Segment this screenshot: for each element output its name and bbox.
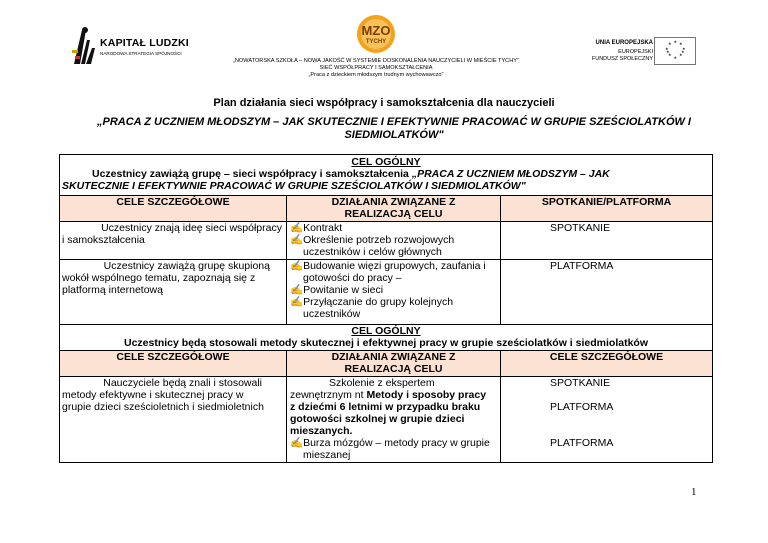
- s2-row1-goal-line-1: Nauczyciele będą znali i stosowali: [103, 377, 262, 389]
- pencil-bullet-icon: ✍: [290, 437, 304, 449]
- section1-heading: CEL OGÓLNY: [351, 156, 421, 168]
- eu-flag-icon: [654, 37, 696, 65]
- s1-row1-action-2-cont: uczestników i celów głównych: [303, 246, 442, 258]
- section2-col-actions-2: REALIZACJĄ CELU: [344, 363, 443, 375]
- s1-row1-mode: SPOTKANIE: [550, 222, 611, 234]
- section1-col-actions-1: DZIAŁANIA ZWIĄZANE Z: [331, 196, 456, 208]
- s1-row1-goal-line-2: i samokształcenia: [62, 234, 145, 246]
- mzo-text: MZO: [361, 23, 391, 38]
- s1-row1-action-1: ✍Kontrakt: [290, 222, 343, 234]
- pencil-bullet-icon: ✍: [290, 284, 304, 296]
- section2-col-actions-1: DZIAŁANIA ZWIĄZANE Z: [331, 351, 456, 363]
- svg-text:★: ★: [681, 49, 685, 54]
- mzo-subtext: TYCHY: [365, 39, 387, 45]
- s2-row1-action-line-1: Szkolenie z ekspertem: [329, 377, 435, 389]
- s1-row1-goal-line-1: Uczestnicy znają ideę sieci współpracy: [101, 222, 282, 234]
- project-topic-line: „Praca z dzieckiem młodszym trudnym wychowawczo": [308, 72, 444, 78]
- section2-col-detailed-goals: CELE SZCZEGÓŁOWE: [116, 351, 230, 363]
- s2-row1-action-line-2: zewnętrznym nt Metody i sposoby pracy: [290, 389, 487, 401]
- svg-text:★: ★: [679, 52, 683, 57]
- s1-row2-action-3-cont: uczestników: [303, 308, 361, 320]
- s1-row2-goal-line-2: wokół wspólnego tematu, zapoznają się z: [62, 272, 256, 284]
- s1-row2-goal-line-3: platformą internetową: [62, 284, 163, 296]
- kapital-ludzki-subtitle: NARODOWA STRATEGIA SPÓJNOŚCI: [100, 51, 182, 56]
- eu-fund-label-2: FUNDUSZ SPOŁECZNY: [591, 56, 653, 62]
- s1-row2-action-1-cont: gotowości do pracy –: [303, 272, 402, 284]
- s2-row1-mode-3: PLATFORMA: [550, 437, 614, 449]
- document-subtitle: [60, 116, 728, 142]
- mzo-logo: [354, 14, 398, 56]
- plan-table: [59, 154, 713, 463]
- section1-goal-line-2: SKUTECZNIE I EFEKTYWNIE PRACOWAĆ W GRUPIE SZEŚCIOLATKÓW I SIEDMIOLATKÓW": [62, 180, 526, 192]
- section2-col-3: CELE SZCZEGÓŁOWE: [549, 351, 664, 363]
- svg-text:★: ★: [665, 46, 669, 51]
- s2-row1-action-line-6: ✍Burza mózgów – metody pracy w grupie: [290, 437, 490, 449]
- s2-row1-action-line-7: mieszanej: [303, 449, 351, 461]
- s1-row2-goal-line-1: Uczestnicy zawiążą grupę skupioną: [103, 260, 270, 272]
- s1-row1-action-2: ✍Określenie potrzeb rozwojowych: [290, 234, 455, 246]
- pencil-bullet-icon: ✍: [290, 296, 304, 308]
- svg-text:★: ★: [666, 49, 670, 54]
- pencil-bullet-icon: ✍: [290, 260, 304, 272]
- s1-row2-action-3: ✍Przyłączanie do grupy kolejnych: [290, 296, 454, 308]
- kapital-ludzki-title: KAPITAŁ LUDZKI: [100, 37, 189, 49]
- s2-row1-action-line-4: gotowości szkolnej w grupie dzieci: [290, 413, 465, 425]
- section1-col-mode: SPOTKANIE/PLATFORMA: [541, 196, 672, 208]
- s2-row1-action-line-5: mieszanych.: [290, 425, 353, 437]
- pencil-bullet-icon: ✍: [290, 234, 304, 246]
- subtitle-line-2: SIEDMIOLATKÓW": [344, 129, 444, 141]
- svg-text:★: ★: [682, 46, 686, 51]
- s2-row1-action-line-3: z dziećmi 6 letnimi w przypadku braku: [290, 401, 481, 413]
- page-number: 1: [691, 486, 697, 498]
- eu-fund-label-1: EUROPEJSKI: [618, 49, 653, 55]
- s1-row2-action-1: ✍Budowanie więzi grupowych, zaufania i: [290, 260, 486, 272]
- kapital-ludzki-logo: [72, 26, 98, 71]
- svg-text:★: ★: [673, 39, 678, 44]
- section1-col-actions-2: REALIZACJĄ CELU: [344, 208, 443, 220]
- section1-col-detailed-goals: CELE SZCZEGÓŁOWE: [116, 196, 230, 208]
- section2-goal: Uczestnicy będą stosowali metody skutecznej i efektywnej pracy w grupie sześciolatków i siedmiolatków: [123, 337, 648, 349]
- s1-row2-mode: PLATFORMA: [550, 260, 614, 272]
- pencil-bullet-icon: ✍: [290, 222, 304, 234]
- section2-heading: CEL OGÓLNY: [351, 325, 421, 337]
- eu-union-label: UNIA EUROPEJSKA: [595, 40, 653, 46]
- s2-row1-mode-1: SPOTKANIE: [550, 377, 611, 389]
- document-title: Plan działania sieci współpracy i samokształcenia dla nauczycieli: [213, 97, 555, 109]
- svg-text:★: ★: [673, 55, 678, 60]
- kapital-ludzki-emblem-icon: [72, 26, 98, 66]
- s2-row1-goal-line-2: metody efektywne i skutecznej pracy w: [62, 389, 244, 401]
- project-name-line: „NOWATORSKA SZKOŁA – NOWA JAKOŚĆ W SYSTEMIE DOSKONALENIA NAUCZYCIELI W MIEŚCIE TYCHY": [233, 58, 519, 64]
- section1-goal-line-1: Uczestnicy zawiążą grupę – sieci współpracy i samokształcenia „PRACA Z UCZNIEM MŁODSZYM – JAK: [92, 168, 610, 180]
- svg-text:★: ★: [679, 41, 683, 46]
- subtitle-line-1: „PRACA Z UCZNIEM MŁODSZYM – JAK SKUTECZNIE I EFEKTYWNIE PRACOWAĆ W GRUPIE SZEŚCIOLATKÓW I: [96, 116, 691, 128]
- s2-row1-mode-2: PLATFORMA: [550, 401, 614, 413]
- svg-text:★: ★: [668, 52, 672, 57]
- project-network-line: SIEĆ WSPÓŁPRACY I SAMOKSZTAŁCENIA: [319, 65, 433, 71]
- s1-row2-action-2: ✍Powitanie w sieci: [290, 284, 384, 296]
- s2-row1-goal-line-3: grupie dzieci sześcioletnich i siedmioletnich: [62, 401, 264, 413]
- svg-text:★: ★: [668, 41, 672, 46]
